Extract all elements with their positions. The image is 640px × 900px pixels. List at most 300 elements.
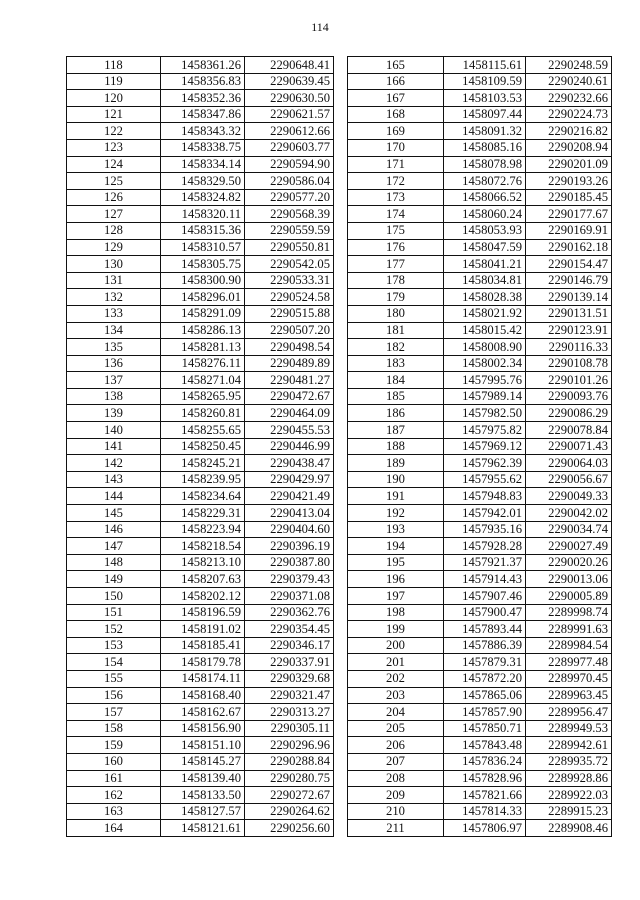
table-row [67, 654, 334, 671]
y-coordinate-cell: 2290064.03 [526, 455, 612, 472]
table-row [348, 554, 612, 571]
y-coordinate-cell: 2289956.47 [526, 704, 612, 721]
y-coordinate-cell: 2289949.53 [526, 720, 612, 737]
y-coordinate-cell: 2290056.67 [526, 471, 612, 488]
x-coordinate-cell: 1458196.59 [161, 604, 245, 621]
x-coordinate-cell: 1458239.95 [161, 471, 245, 488]
x-coordinate-cell: 1457886.39 [444, 637, 526, 654]
point-number-cell: 211 [348, 820, 444, 837]
table-row [348, 256, 612, 273]
x-coordinate-cell: 1457857.90 [444, 704, 526, 721]
point-number-cell: 207 [348, 753, 444, 770]
point-number-cell: 145 [67, 505, 161, 522]
y-coordinate-cell: 2290224.73 [526, 106, 612, 123]
point-number-cell: 206 [348, 737, 444, 754]
x-coordinate-cell: 1457872.20 [444, 670, 526, 687]
y-coordinate-cell: 2290550.81 [245, 239, 334, 256]
point-number-cell: 176 [348, 239, 444, 256]
x-coordinate-cell: 1458103.53 [444, 90, 526, 107]
x-coordinate-cell: 1458015.42 [444, 322, 526, 339]
x-coordinate-cell: 1457955.62 [444, 471, 526, 488]
x-coordinate-cell: 1458324.82 [161, 189, 245, 206]
point-number-cell: 129 [67, 239, 161, 256]
y-coordinate-cell: 2290185.45 [526, 189, 612, 206]
y-coordinate-cell: 2290586.04 [245, 173, 334, 190]
y-coordinate-cell: 2290524.58 [245, 289, 334, 306]
point-number-cell: 202 [348, 670, 444, 687]
table-row [67, 488, 334, 505]
y-coordinate-cell: 2290272.67 [245, 787, 334, 804]
point-number-cell: 191 [348, 488, 444, 505]
x-coordinate-cell: 1458334.14 [161, 156, 245, 173]
y-coordinate-cell: 2290387.80 [245, 554, 334, 571]
table-row [348, 621, 612, 638]
table-row [67, 588, 334, 605]
point-number-cell: 194 [348, 538, 444, 555]
point-number-cell: 152 [67, 621, 161, 638]
x-coordinate-cell: 1458310.57 [161, 239, 245, 256]
x-coordinate-cell: 1457948.83 [444, 488, 526, 505]
point-number-cell: 192 [348, 505, 444, 522]
y-coordinate-cell: 2290612.66 [245, 123, 334, 140]
table-row [67, 322, 334, 339]
table-row [348, 73, 612, 90]
table-row [348, 305, 612, 322]
point-number-cell: 189 [348, 455, 444, 472]
table-row [348, 322, 612, 339]
point-number-cell: 135 [67, 339, 161, 356]
x-coordinate-cell: 1457935.16 [444, 521, 526, 538]
y-coordinate-cell: 2290005.89 [526, 588, 612, 605]
point-number-cell: 196 [348, 571, 444, 588]
point-number-cell: 204 [348, 704, 444, 721]
table-row [348, 670, 612, 687]
table-row [67, 820, 334, 837]
x-coordinate-cell: 1458034.81 [444, 272, 526, 289]
point-number-cell: 199 [348, 621, 444, 638]
x-coordinate-cell: 1458162.67 [161, 704, 245, 721]
y-coordinate-cell: 2290346.17 [245, 637, 334, 654]
point-number-cell: 187 [348, 422, 444, 439]
y-coordinate-cell: 2290280.75 [245, 770, 334, 787]
table-row [348, 355, 612, 372]
table-row [67, 206, 334, 223]
x-coordinate-cell: 1457836.24 [444, 753, 526, 770]
point-number-cell: 169 [348, 123, 444, 140]
x-coordinate-cell: 1458139.40 [161, 770, 245, 787]
table-row [67, 670, 334, 687]
table-row [67, 803, 334, 820]
table-row [348, 272, 612, 289]
table-row [67, 305, 334, 322]
point-number-cell: 138 [67, 388, 161, 405]
point-number-cell: 188 [348, 438, 444, 455]
point-number-cell: 149 [67, 571, 161, 588]
table-row [348, 156, 612, 173]
x-coordinate-cell: 1458185.41 [161, 637, 245, 654]
y-coordinate-cell: 2290264.62 [245, 803, 334, 820]
x-coordinate-cell: 1457828.96 [444, 770, 526, 787]
table-row [67, 173, 334, 190]
y-coordinate-cell: 2290464.09 [245, 405, 334, 422]
x-coordinate-cell: 1457814.33 [444, 803, 526, 820]
y-coordinate-cell: 2289963.45 [526, 687, 612, 704]
x-coordinate-cell: 1458066.52 [444, 189, 526, 206]
table-row [348, 405, 612, 422]
point-number-cell: 136 [67, 355, 161, 372]
table-row [67, 571, 334, 588]
y-coordinate-cell: 2290042.02 [526, 505, 612, 522]
x-coordinate-cell: 1458127.57 [161, 803, 245, 820]
table-row [348, 90, 612, 107]
x-coordinate-cell: 1457982.50 [444, 405, 526, 422]
table-row [348, 538, 612, 555]
x-coordinate-cell: 1458145.27 [161, 753, 245, 770]
point-number-cell: 190 [348, 471, 444, 488]
point-number-cell: 174 [348, 206, 444, 223]
x-coordinate-cell: 1458207.63 [161, 571, 245, 588]
y-coordinate-cell: 2290621.57 [245, 106, 334, 123]
table-row [348, 289, 612, 306]
x-coordinate-cell: 1458347.86 [161, 106, 245, 123]
x-coordinate-cell: 1457989.14 [444, 388, 526, 405]
table-row [348, 139, 612, 156]
table-row [67, 737, 334, 754]
point-number-cell: 186 [348, 405, 444, 422]
table-row [67, 422, 334, 439]
y-coordinate-cell: 2290489.89 [245, 355, 334, 372]
y-coordinate-cell: 2290240.61 [526, 73, 612, 90]
table-row [348, 588, 612, 605]
point-number-cell: 185 [348, 388, 444, 405]
x-coordinate-cell: 1457962.39 [444, 455, 526, 472]
y-coordinate-cell: 2290481.27 [245, 372, 334, 389]
point-number-cell: 161 [67, 770, 161, 787]
point-number-cell: 203 [348, 687, 444, 704]
y-coordinate-cell: 2290305.11 [245, 720, 334, 737]
point-number-cell: 164 [67, 820, 161, 837]
y-coordinate-cell: 2290101.26 [526, 372, 612, 389]
x-coordinate-cell: 1458338.75 [161, 139, 245, 156]
x-coordinate-cell: 1458361.26 [161, 57, 245, 74]
y-coordinate-cell: 2290248.59 [526, 57, 612, 74]
point-number-cell: 140 [67, 422, 161, 439]
y-coordinate-cell: 2290455.53 [245, 422, 334, 439]
point-number-cell: 172 [348, 173, 444, 190]
x-coordinate-cell: 1458168.40 [161, 687, 245, 704]
point-number-cell: 193 [348, 521, 444, 538]
table-row [67, 704, 334, 721]
y-coordinate-cell: 2290568.39 [245, 206, 334, 223]
table-row [67, 139, 334, 156]
y-coordinate-cell: 2290559.59 [245, 222, 334, 239]
table-row [67, 90, 334, 107]
x-coordinate-cell: 1458179.78 [161, 654, 245, 671]
y-coordinate-cell: 2290507.20 [245, 322, 334, 339]
table-row [348, 803, 612, 820]
table-row [348, 222, 612, 239]
table-row [67, 239, 334, 256]
y-coordinate-cell: 2290146.79 [526, 272, 612, 289]
x-coordinate-cell: 1458115.61 [444, 57, 526, 74]
table-row [67, 687, 334, 704]
y-coordinate-cell: 2290404.60 [245, 521, 334, 538]
table-row [348, 388, 612, 405]
table-row [67, 637, 334, 654]
y-coordinate-cell: 2290472.67 [245, 388, 334, 405]
x-coordinate-cell: 1458305.75 [161, 256, 245, 273]
y-coordinate-cell: 2290577.20 [245, 189, 334, 206]
point-number-cell: 184 [348, 372, 444, 389]
table-row [67, 256, 334, 273]
table-row [67, 471, 334, 488]
table-row [348, 654, 612, 671]
point-number-cell: 127 [67, 206, 161, 223]
table-row [348, 422, 612, 439]
point-number-cell: 201 [348, 654, 444, 671]
table-row [67, 604, 334, 621]
y-coordinate-cell: 2290034.74 [526, 521, 612, 538]
x-coordinate-cell: 1458343.32 [161, 123, 245, 140]
point-number-cell: 165 [348, 57, 444, 74]
y-coordinate-cell: 2290379.43 [245, 571, 334, 588]
y-coordinate-cell: 2289908.46 [526, 820, 612, 837]
x-coordinate-cell: 1458320.11 [161, 206, 245, 223]
x-coordinate-cell: 1458245.21 [161, 455, 245, 472]
point-number-cell: 144 [67, 488, 161, 505]
x-coordinate-cell: 1458091.32 [444, 123, 526, 140]
x-coordinate-cell: 1458315.36 [161, 222, 245, 239]
x-coordinate-cell: 1457928.28 [444, 538, 526, 555]
y-coordinate-cell: 2289942.61 [526, 737, 612, 754]
y-coordinate-cell: 2290515.88 [245, 305, 334, 322]
x-coordinate-cell: 1458202.12 [161, 588, 245, 605]
table-row [348, 106, 612, 123]
x-coordinate-cell: 1458286.13 [161, 322, 245, 339]
x-coordinate-cell: 1457975.82 [444, 422, 526, 439]
y-coordinate-cell: 2290154.47 [526, 256, 612, 273]
table-row [67, 554, 334, 571]
point-number-cell: 167 [348, 90, 444, 107]
y-coordinate-cell: 2290049.33 [526, 488, 612, 505]
point-number-cell: 183 [348, 355, 444, 372]
table-row [348, 173, 612, 190]
table-row [348, 704, 612, 721]
y-coordinate-cell: 2290013.06 [526, 571, 612, 588]
x-coordinate-cell: 1458229.31 [161, 505, 245, 522]
x-coordinate-cell: 1458276.11 [161, 355, 245, 372]
y-coordinate-cell: 2290413.04 [245, 505, 334, 522]
table-row [67, 189, 334, 206]
x-coordinate-cell: 1458072.76 [444, 173, 526, 190]
x-coordinate-cell: 1457843.48 [444, 737, 526, 754]
x-coordinate-cell: 1457995.76 [444, 372, 526, 389]
coordinates-table-left [66, 56, 334, 837]
x-coordinate-cell: 1457914.43 [444, 571, 526, 588]
point-number-cell: 181 [348, 322, 444, 339]
point-number-cell: 126 [67, 189, 161, 206]
table-row [67, 355, 334, 372]
x-coordinate-cell: 1457969.12 [444, 438, 526, 455]
y-coordinate-cell: 2290177.67 [526, 206, 612, 223]
y-coordinate-cell: 2290201.09 [526, 156, 612, 173]
table-row [67, 289, 334, 306]
y-coordinate-cell: 2290193.26 [526, 173, 612, 190]
y-coordinate-cell: 2290169.91 [526, 222, 612, 239]
x-coordinate-cell: 1458097.44 [444, 106, 526, 123]
point-number-cell: 205 [348, 720, 444, 737]
x-coordinate-cell: 1457942.01 [444, 505, 526, 522]
point-number-cell: 141 [67, 438, 161, 455]
point-number-cell: 132 [67, 289, 161, 306]
table-row [67, 505, 334, 522]
point-number-cell: 131 [67, 272, 161, 289]
table-row [348, 372, 612, 389]
x-coordinate-cell: 1458133.50 [161, 787, 245, 804]
x-coordinate-cell: 1458174.11 [161, 670, 245, 687]
point-number-cell: 125 [67, 173, 161, 190]
y-coordinate-cell: 2290429.97 [245, 471, 334, 488]
y-coordinate-cell: 2290337.91 [245, 654, 334, 671]
x-coordinate-cell: 1458356.83 [161, 73, 245, 90]
table-row [348, 820, 612, 837]
coordinates-table-right [347, 56, 612, 837]
point-number-cell: 197 [348, 588, 444, 605]
table-row [348, 505, 612, 522]
x-coordinate-cell: 1458255.65 [161, 422, 245, 439]
table-row [348, 123, 612, 140]
point-number-cell: 134 [67, 322, 161, 339]
x-coordinate-cell: 1458281.13 [161, 339, 245, 356]
table-row [67, 438, 334, 455]
x-coordinate-cell: 1458002.34 [444, 355, 526, 372]
point-number-cell: 142 [67, 455, 161, 472]
x-coordinate-cell: 1458008.90 [444, 339, 526, 356]
y-coordinate-cell: 2290020.26 [526, 554, 612, 571]
y-coordinate-cell: 2290078.84 [526, 422, 612, 439]
table-row [348, 770, 612, 787]
table-row [348, 787, 612, 804]
point-number-cell: 162 [67, 787, 161, 804]
y-coordinate-cell: 2290421.49 [245, 488, 334, 505]
point-number-cell: 151 [67, 604, 161, 621]
y-coordinate-cell: 2290438.47 [245, 455, 334, 472]
y-coordinate-cell: 2290396.19 [245, 538, 334, 555]
point-number-cell: 179 [348, 289, 444, 306]
x-coordinate-cell: 1457850.71 [444, 720, 526, 737]
point-number-cell: 163 [67, 803, 161, 820]
x-coordinate-cell: 1457821.66 [444, 787, 526, 804]
table-row [67, 222, 334, 239]
point-number-cell: 150 [67, 588, 161, 605]
point-number-cell: 160 [67, 753, 161, 770]
x-coordinate-cell: 1458265.95 [161, 388, 245, 405]
table-row [67, 57, 334, 74]
x-coordinate-cell: 1458271.04 [161, 372, 245, 389]
y-coordinate-cell: 2290594.90 [245, 156, 334, 173]
x-coordinate-cell: 1458329.50 [161, 173, 245, 190]
table-row [67, 73, 334, 90]
x-coordinate-cell: 1458218.54 [161, 538, 245, 555]
x-coordinate-cell: 1458060.24 [444, 206, 526, 223]
x-coordinate-cell: 1458085.16 [444, 139, 526, 156]
table-row [348, 571, 612, 588]
x-coordinate-cell: 1458250.45 [161, 438, 245, 455]
y-coordinate-cell: 2289915.23 [526, 803, 612, 820]
point-number-cell: 148 [67, 554, 161, 571]
point-number-cell: 210 [348, 803, 444, 820]
table-row [348, 339, 612, 356]
table-row [348, 637, 612, 654]
point-number-cell: 120 [67, 90, 161, 107]
y-coordinate-cell: 2290131.51 [526, 305, 612, 322]
table-row [67, 388, 334, 405]
x-coordinate-cell: 1458300.90 [161, 272, 245, 289]
y-coordinate-cell: 2290648.41 [245, 57, 334, 74]
y-coordinate-cell: 2290162.18 [526, 239, 612, 256]
y-coordinate-cell: 2290139.14 [526, 289, 612, 306]
point-number-cell: 143 [67, 471, 161, 488]
x-coordinate-cell: 1458121.61 [161, 820, 245, 837]
table-row [348, 57, 612, 74]
table-row [67, 538, 334, 555]
point-number-cell: 195 [348, 554, 444, 571]
point-number-cell: 133 [67, 305, 161, 322]
y-coordinate-cell: 2290108.78 [526, 355, 612, 372]
point-number-cell: 159 [67, 737, 161, 754]
x-coordinate-cell: 1458109.59 [444, 73, 526, 90]
y-coordinate-cell: 2289984.54 [526, 637, 612, 654]
table-row [348, 206, 612, 223]
x-coordinate-cell: 1457879.31 [444, 654, 526, 671]
table-row [348, 753, 612, 770]
table-row [348, 189, 612, 206]
x-coordinate-cell: 1457907.46 [444, 588, 526, 605]
y-coordinate-cell: 2290603.77 [245, 139, 334, 156]
point-number-cell: 128 [67, 222, 161, 239]
y-coordinate-cell: 2290313.27 [245, 704, 334, 721]
point-number-cell: 200 [348, 637, 444, 654]
point-number-cell: 168 [348, 106, 444, 123]
y-coordinate-cell: 2290362.76 [245, 604, 334, 621]
point-number-cell: 147 [67, 538, 161, 555]
y-coordinate-cell: 2290542.05 [245, 256, 334, 273]
x-coordinate-cell: 1458191.02 [161, 621, 245, 638]
y-coordinate-cell: 2290071.43 [526, 438, 612, 455]
table-row [67, 405, 334, 422]
table-row [348, 488, 612, 505]
point-number-cell: 154 [67, 654, 161, 671]
x-coordinate-cell: 1458352.36 [161, 90, 245, 107]
point-number-cell: 156 [67, 687, 161, 704]
point-number-cell: 171 [348, 156, 444, 173]
y-coordinate-cell: 2290630.50 [245, 90, 334, 107]
x-coordinate-cell: 1458078.98 [444, 156, 526, 173]
point-number-cell: 118 [67, 57, 161, 74]
table-row [67, 770, 334, 787]
point-number-cell: 166 [348, 73, 444, 90]
table-row [67, 787, 334, 804]
y-coordinate-cell: 2289935.72 [526, 753, 612, 770]
y-coordinate-cell: 2290232.66 [526, 90, 612, 107]
y-coordinate-cell: 2289922.03 [526, 787, 612, 804]
y-coordinate-cell: 2290116.33 [526, 339, 612, 356]
y-coordinate-cell: 2290321.47 [245, 687, 334, 704]
y-coordinate-cell: 2290329.68 [245, 670, 334, 687]
y-coordinate-cell: 2290216.82 [526, 123, 612, 140]
y-coordinate-cell: 2289928.86 [526, 770, 612, 787]
y-coordinate-cell: 2289998.74 [526, 604, 612, 621]
